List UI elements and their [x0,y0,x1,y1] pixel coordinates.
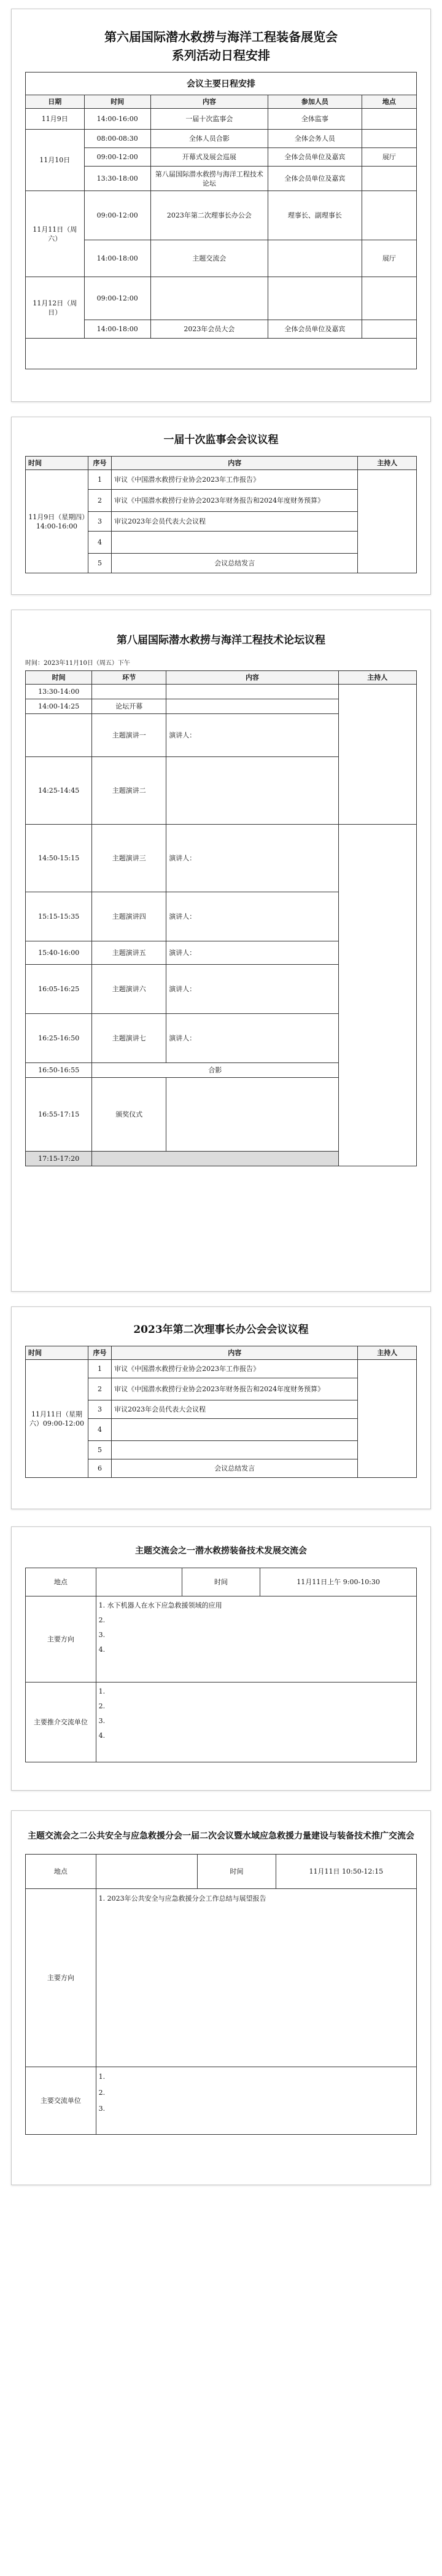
supervisors-item [112,532,358,554]
supervisors-time: 11月9日（星期四）14:00-16:00 [26,470,88,573]
session-1-topic: 1. 水下机器人在水下应急救援领域的应用 [98,1601,222,1609]
council-header-time: 时间 [26,1346,88,1360]
table-row [26,1855,417,1889]
schedule-date: 11月12日（周日） [26,277,85,339]
forum-document [11,610,431,1292]
main-title-line-2: 系列活动日程安排 [172,48,270,63]
session-2-time-label: 时间 [198,1855,276,1889]
forum-part: 合影 [92,1063,338,1078]
table-row [26,1568,417,1596]
schedule-place: 展厅 [362,148,416,167]
schedule-people [268,240,362,277]
schedule-content: 主题交流会 [150,240,268,277]
table-row [26,825,417,892]
schedule-people: 全体监事 [268,109,362,130]
supervisors-item: 会议总结发言 [112,554,358,573]
forum-part: 颁奖仪式 [92,1078,166,1152]
forum-part: 主题演讲五 [92,941,166,965]
schedule-document [11,9,431,402]
council-no: 3 [88,1400,111,1419]
schedule-place [362,109,416,130]
schedule-header-date: 日期 [26,95,85,109]
schedule-content: 全体人员合影 [150,130,268,148]
session-1-topic: 2. [98,1616,106,1624]
council-item: 审议《中国潜水救捞行业协会2023年财务报告和2024年度财务预算》 [112,1378,358,1400]
forum-time: 14:50-15:15 [26,825,92,892]
forum-part: 论坛开幕 [92,699,166,714]
session-1-units-label: 主要推介交流单位 [26,1683,96,1762]
schedule-date: 11月10日 [26,130,85,191]
session-2-units-label: 主要交流单位 [26,2067,96,2135]
main-title [25,28,417,65]
schedule-people: 全体会务人员 [268,130,362,148]
forum-time: 16:25-16:50 [26,1014,92,1063]
council-document [11,1306,431,1509]
forum-content [166,699,338,714]
schedule-people: 理事长、副理事长 [268,191,362,240]
table-row [26,685,417,699]
session-1-topic-label: 主要方向 [26,1596,96,1683]
session-1-topic: 4. [98,1646,106,1654]
forum-content: 演讲人： [166,941,338,965]
schedule-place [362,320,416,339]
session-1-table [25,1568,417,1762]
session-2-place [96,1855,198,1889]
session-2-units [96,2067,416,2135]
council-no: 5 [88,1441,111,1459]
council-no: 2 [88,1378,111,1400]
session-1-time: 11月11日上午 9:00-10:30 [260,1568,417,1596]
table-row [26,1360,417,1378]
session-1-unit: 3. [98,1717,106,1725]
schedule-time: 09:00-12:00 [84,277,150,320]
forum-host [338,685,416,825]
forum-time: 15:15-15:35 [26,892,92,941]
schedule-time: 13:30-18:00 [84,167,150,191]
council-table [25,1346,417,1478]
forum-meta: 时间：2023年11月10日（周五）下午 [25,660,130,667]
table-row [26,167,417,191]
schedule-people: 全体会员单位及嘉宾 [268,320,362,339]
schedule-header-content: 内容 [150,95,268,109]
council-item [112,1419,358,1441]
session-1-place [96,1568,182,1596]
supervisors-item: 审议2023年会员代表大会议程 [112,512,358,532]
session-1-units [96,1683,416,1762]
supervisors-document [11,417,431,595]
schedule-people: 全体会员单位及嘉宾 [268,167,362,191]
council-header-content: 内容 [112,1346,358,1360]
supervisors-no: 5 [88,554,111,573]
schedule-footer [25,339,417,369]
schedule-people: 全体会员单位及嘉宾 [268,148,362,167]
schedule-header-people: 参加人员 [268,95,362,109]
session-1-place-label: 地点 [26,1568,96,1596]
forum-header-content: 内容 [166,671,338,685]
session-1-unit: 2. [98,1702,106,1710]
council-time: 11月11日（星期六）09:00-12:00 [26,1360,88,1478]
council-host [358,1360,417,1478]
supervisors-no: 3 [88,512,111,532]
forum-header-host: 主持人 [338,671,416,685]
session-2-topic: 1. 2023年公共安全与应急救援分会工作总结与展望报告 [98,1895,266,1903]
schedule-time: 14:00-18:00 [84,240,150,277]
supervisors-header-time: 时间 [26,457,88,470]
supervisors-item: 审议《中国潜水救捞行业协会2023年财务报告和2024年度财务预算》 [112,490,358,512]
forum-part: 主题演讲六 [92,965,166,1014]
forum-time [26,714,92,757]
schedule-place [362,130,416,148]
forum-part: 主题演讲七 [92,1014,166,1063]
table-row [26,1683,417,1762]
schedule-date: 11月9日 [26,109,85,130]
session-2-table [25,1854,417,2135]
forum-content [166,685,338,699]
schedule-people [268,277,362,320]
table-row [26,1889,417,2067]
forum-content: 演讲人： [166,714,338,757]
schedule-content [150,277,268,320]
forum-content [166,1078,338,1152]
session-2-topics [96,1889,416,2067]
forum-time: 14:25-14:45 [26,757,92,825]
forum-part: 主题演讲一 [92,714,166,757]
session-2-unit: 2. [98,2089,106,2097]
schedule-place [362,191,416,240]
schedule-place [362,277,416,320]
schedule-date: 11月11日（周六） [26,191,85,277]
council-no: 6 [88,1459,111,1478]
forum-content: 演讲人： [166,825,338,892]
table-row [26,277,417,320]
council-item: 审议2023年会员代表大会议程 [112,1400,358,1419]
council-item: 审议《中国潜水救捞行业协会2023年工作报告》 [112,1360,358,1378]
schedule-time: 14:00-18:00 [84,320,150,339]
table-row [26,2067,417,2135]
schedule-content: 2023年第二次理事长办公会 [150,191,268,240]
forum-part [92,685,166,699]
forum-part [92,1152,338,1166]
session-1-topics [96,1596,416,1683]
schedule-content: 第八届国际潜水救捞与海洋工程技术论坛 [150,167,268,191]
table-row [26,240,417,277]
supervisors-title: 一届十次监事会会议议程 [163,434,279,446]
supervisors-item: 审议《中国潜水救捞行业协会2023年工作报告》 [112,470,358,490]
table-row [26,130,417,148]
table-row [26,320,417,339]
forum-time: 16:05-16:25 [26,965,92,1014]
session-1-topic: 3. [98,1631,106,1639]
schedule-caption: 会议主要日程安排 [25,72,417,95]
forum-part: 主题演讲二 [92,757,166,825]
schedule-time: 08:00-08:30 [84,130,150,148]
session-1-time-label: 时间 [182,1568,260,1596]
schedule-time: 09:00-12:00 [84,191,150,240]
session-2-topic-label: 主要方向 [26,1889,96,2067]
forum-table [25,670,417,1166]
supervisors-header-no: 序号 [88,457,111,470]
supervisors-table [25,456,417,573]
forum-content: 演讲人： [166,892,338,941]
schedule-content: 一届十次监事会 [150,109,268,130]
supervisors-no: 4 [88,532,111,554]
schedule-place: 展厅 [362,240,416,277]
table-row [26,191,417,240]
table-row [26,109,417,130]
forum-time: 15:40-16:00 [26,941,92,965]
session-2-time: 11月11日 10:50-12:15 [276,1855,416,1889]
schedule-content: 2023年会员大会 [150,320,268,339]
session-2-unit: 3. [98,2105,106,2113]
schedule-header-place: 地点 [362,95,416,109]
forum-content: 演讲人： [166,965,338,1014]
forum-time: 16:55-17:15 [26,1078,92,1152]
schedule-place [362,167,416,191]
forum-time: 14:00-14:25 [26,699,92,714]
forum-header-part: 环节 [92,671,166,685]
council-header-host: 主持人 [358,1346,417,1360]
table-row [26,1596,417,1683]
council-item: 会议总结发言 [112,1459,358,1478]
schedule-table [25,95,417,339]
session-2-unit: 1. [98,2073,106,2081]
forum-time: 16:50-16:55 [26,1063,92,1078]
schedule-content: 开幕式及展会巡展 [150,148,268,167]
forum-header-time: 时间 [26,671,92,685]
supervisors-header-content: 内容 [112,457,358,470]
table-row [26,148,417,167]
table-row [26,470,417,490]
session-2-place-label: 地点 [26,1855,96,1889]
supervisors-no: 1 [88,470,111,490]
session-1-title: 主题交流会之一潜水救捞装备技术发展交流会 [135,1546,307,1556]
supervisors-no: 2 [88,490,111,512]
forum-content [166,757,338,825]
council-no: 1 [88,1360,111,1378]
supervisors-header-host: 主持人 [358,457,417,470]
schedule-time: 14:00-16:00 [84,109,150,130]
council-title: 2023年第二次理事长办公会会议议程 [133,1324,309,1336]
main-title-line-1: 第六届国际潜水救捞与海洋工程装备展览会 [104,29,338,44]
session-2-title: 主题交流会之二公共安全与应急救援分会一届二次会议暨水域应急救援力量建设与装备技术推广交流会 [28,1831,414,1841]
supervisors-host [358,470,417,573]
schedule-header-time: 时间 [84,95,150,109]
session-1-unit: 4. [98,1732,106,1740]
forum-part: 主题演讲四 [92,892,166,941]
council-no: 4 [88,1419,111,1441]
session-1-unit: 1. [98,1687,106,1695]
council-item [112,1441,358,1459]
session-2-document [11,1810,431,2185]
schedule-time: 09:00-12:00 [84,148,150,167]
council-header-no: 序号 [88,1346,111,1360]
forum-time: 13:30-14:00 [26,685,92,699]
forum-time: 17:15-17:20 [26,1152,92,1166]
session-1-document [11,1526,431,1791]
forum-title: 第八届国际潜水救捞与海洋工程技术论坛议程 [117,634,325,646]
forum-part: 主题演讲三 [92,825,166,892]
forum-host-2 [338,825,416,1166]
forum-content: 演讲人： [166,1014,338,1063]
